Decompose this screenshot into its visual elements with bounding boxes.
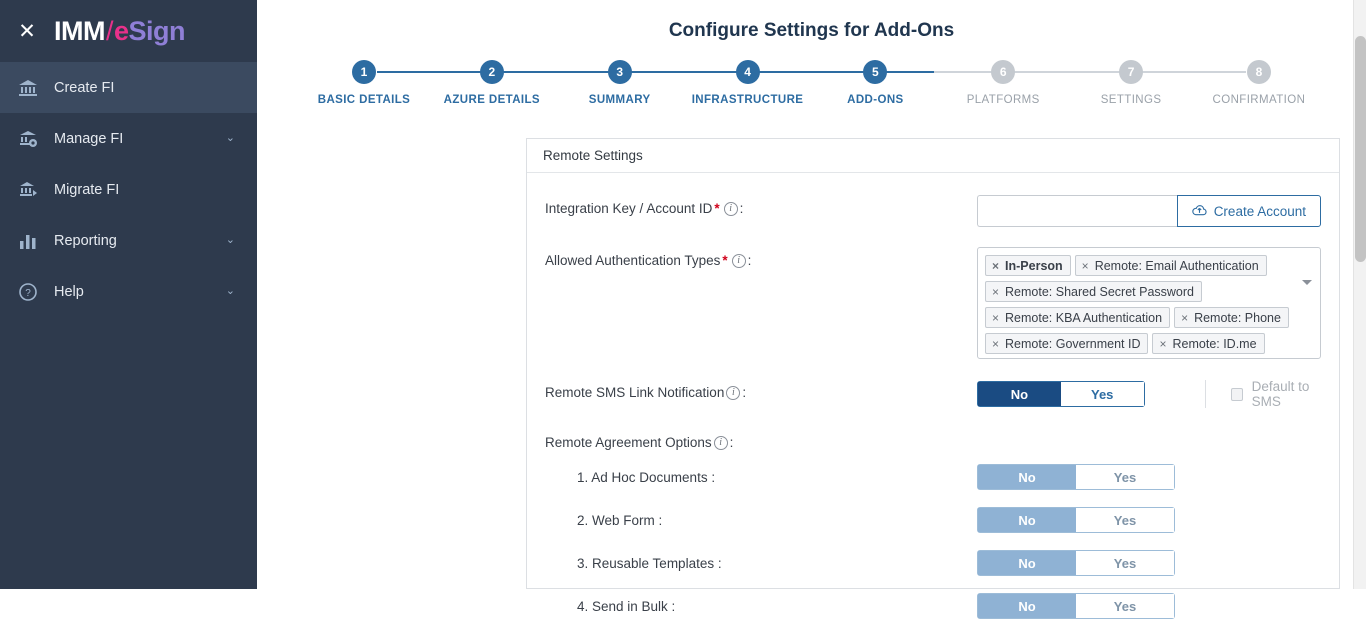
- label-colon: :: [747, 253, 752, 268]
- step-label: SUMMARY: [588, 94, 651, 106]
- sidebar-item-label: Reporting: [54, 232, 117, 249]
- step-summary[interactable]: [557, 60, 683, 106]
- page-scrollbar-track[interactable]: [1353, 0, 1366, 589]
- chevron-down-icon: ⌄: [225, 234, 235, 246]
- cloud-upload-icon: [1192, 204, 1207, 219]
- step-settings[interactable]: [1068, 60, 1194, 106]
- toggle-option-yes[interactable]: Yes: [1076, 594, 1174, 618]
- web-form-toggle[interactable]: [977, 507, 1175, 533]
- logo-imm: IMM: [54, 15, 105, 46]
- chip-label: Remote: KBA Authentication: [1005, 310, 1163, 325]
- bank-transfer-icon: [18, 181, 46, 199]
- auth-types-multiselect[interactable]: [977, 247, 1321, 359]
- wizard-stepper: [301, 60, 1322, 120]
- vertical-divider: [1205, 380, 1206, 408]
- chip-label: Remote: Email Authentication: [1094, 258, 1259, 273]
- chip-in-person: [985, 255, 1071, 276]
- chip-id-me: [1152, 333, 1264, 354]
- sidebar-item-help[interactable]: [0, 266, 257, 317]
- step-basic-details[interactable]: [301, 60, 427, 106]
- step-number: 1: [352, 60, 376, 84]
- ad-hoc-documents-label: 1. Ad Hoc Documents :: [577, 470, 716, 486]
- step-add-ons[interactable]: [812, 60, 938, 106]
- remote-settings-panel: [526, 138, 1340, 615]
- send-in-bulk-toggle[interactable]: [977, 593, 1175, 619]
- step-label: SETTINGS: [1100, 94, 1162, 106]
- step-label: INFRASTRUCTURE: [691, 94, 804, 106]
- chip-label: Remote: ID.me: [1172, 336, 1257, 351]
- default-to-sms-group: [1231, 379, 1326, 409]
- step-label: ADD-ONS: [847, 94, 904, 106]
- reusable-templates-label: 3. Reusable Templates :: [577, 556, 722, 572]
- toggle-option-yes[interactable]: Yes: [1061, 382, 1144, 406]
- send-in-bulk-label: 4. Send in Bulk :: [577, 599, 676, 615]
- info-icon[interactable]: i: [724, 202, 738, 216]
- required-marker: *: [714, 201, 720, 216]
- page-title: Configure Settings for Add-Ons: [668, 20, 955, 41]
- sidebar-item-create-fi[interactable]: [0, 62, 257, 113]
- auth-types-label: [545, 247, 977, 268]
- step-number: 7: [1119, 60, 1143, 84]
- chip-remove-icon[interactable]: ×: [992, 336, 1000, 351]
- chevron-down-icon[interactable]: [1302, 280, 1312, 285]
- integration-key-input[interactable]: [977, 195, 1177, 227]
- step-number: 2: [480, 60, 504, 84]
- chip-label: In-Person: [1005, 258, 1063, 273]
- label-colon: :: [739, 201, 744, 216]
- chip-remove-icon[interactable]: ×: [992, 310, 1000, 325]
- svg-text:?: ?: [25, 287, 31, 299]
- default-to-sms-label: Default to SMS: [1251, 379, 1310, 409]
- chip-remove-icon[interactable]: ×: [992, 284, 1000, 299]
- ad-hoc-documents-toggle[interactable]: [977, 464, 1175, 490]
- chip-label: Remote: Government ID: [1005, 336, 1141, 351]
- sidebar-item-reporting[interactable]: [0, 215, 257, 266]
- chip-label: Remote: Shared Secret Password: [1005, 284, 1194, 299]
- logo-sign: Sign: [128, 15, 186, 46]
- label-colon: :: [742, 385, 747, 400]
- create-account-button[interactable]: [1177, 195, 1321, 227]
- sidebar-item-label: Help: [54, 283, 84, 300]
- auth-types-row: [545, 247, 1321, 359]
- chevron-down-icon: ⌄: [225, 132, 235, 144]
- chip-label: Remote: Phone: [1194, 310, 1281, 325]
- chip-remove-icon[interactable]: ×: [1081, 258, 1089, 273]
- main-content: [257, 0, 1366, 615]
- sms-link-toggle[interactable]: [977, 381, 1145, 407]
- bank-icon: [18, 79, 46, 97]
- chip-shared-secret: [985, 281, 1202, 302]
- agreement-options-label-text: Remote Agreement Options: [545, 435, 712, 450]
- label-colon: :: [729, 435, 734, 450]
- sidebar-item-label: Migrate FI: [54, 181, 120, 198]
- web-form-row: [545, 507, 1321, 533]
- app-logo: [54, 16, 185, 47]
- step-label: PLATFORMS: [966, 94, 1040, 106]
- step-number: 4: [736, 60, 760, 84]
- step-infrastructure[interactable]: [685, 60, 811, 106]
- sidebar-header: [0, 0, 257, 62]
- toggle-option-yes[interactable]: Yes: [1076, 551, 1174, 575]
- toggle-option-no[interactable]: No: [978, 594, 1076, 618]
- sms-link-label: [545, 379, 977, 400]
- panel-header: [527, 139, 1339, 173]
- close-icon[interactable]: ✕: [18, 19, 36, 43]
- step-label: AZURE DETAILS: [443, 94, 541, 106]
- integration-key-group: [977, 195, 1321, 227]
- required-marker: *: [722, 253, 728, 268]
- panel-body: [527, 173, 1339, 619]
- toggle-option-no[interactable]: No: [978, 508, 1076, 532]
- settings-user-icon: [18, 130, 46, 148]
- agreement-options-label: [545, 429, 977, 450]
- step-platforms[interactable]: [940, 60, 1066, 106]
- chip-email-auth: [1075, 255, 1267, 276]
- integration-key-row: [545, 195, 1321, 227]
- toggle-option-no[interactable]: No: [978, 465, 1076, 489]
- default-to-sms-checkbox[interactable]: [1231, 388, 1242, 401]
- info-icon[interactable]: i: [726, 386, 740, 400]
- ad-hoc-documents-row: [545, 464, 1321, 490]
- chip-phone: [1174, 307, 1289, 328]
- step-confirmation[interactable]: [1196, 60, 1322, 106]
- logo-e: e: [114, 15, 129, 46]
- bar-chart-icon: [18, 232, 46, 250]
- step-number: 3: [608, 60, 632, 84]
- web-form-label: 2. Web Form :: [577, 513, 663, 529]
- sms-link-controls: [977, 379, 1327, 409]
- integration-key-label: [545, 195, 977, 216]
- toggle-option-no[interactable]: No: [978, 551, 1076, 575]
- info-icon[interactable]: i: [714, 436, 728, 450]
- sidebar-item-migrate-fi[interactable]: [0, 164, 257, 215]
- sidebar-item-manage-fi[interactable]: [0, 113, 257, 164]
- logo-slash: /: [105, 15, 113, 46]
- step-number: 6: [991, 60, 1015, 84]
- sidebar-item-label: Create FI: [54, 79, 115, 96]
- step-number: 8: [1247, 60, 1271, 84]
- auth-types-label-text: Allowed Authentication Types: [545, 253, 721, 268]
- step-azure-details[interactable]: [429, 60, 555, 106]
- sidebar: [0, 0, 257, 589]
- chevron-down-icon: ⌄: [225, 285, 235, 297]
- chip-remove-icon[interactable]: ×: [1181, 310, 1189, 325]
- sms-link-label-text: Remote SMS Link Notification: [545, 385, 725, 400]
- reusable-templates-toggle[interactable]: [977, 550, 1175, 576]
- toggle-option-no[interactable]: No: [978, 382, 1061, 406]
- agreement-options-row: [545, 429, 1321, 450]
- step-label: BASIC DETAILS: [317, 94, 411, 106]
- toggle-option-yes[interactable]: Yes: [1076, 508, 1174, 532]
- integration-key-label-text: Integration Key / Account ID: [545, 201, 713, 216]
- info-icon[interactable]: i: [732, 254, 746, 268]
- create-account-label: Create Account: [1213, 203, 1306, 219]
- chip-kba-auth: [985, 307, 1170, 328]
- chip-remove-icon[interactable]: ×: [992, 258, 1000, 273]
- toggle-option-yes[interactable]: Yes: [1076, 465, 1174, 489]
- step-label: CONFIRMATION: [1212, 94, 1306, 106]
- page-scrollbar-thumb[interactable]: [1355, 36, 1366, 262]
- sms-link-row: [545, 379, 1321, 409]
- reusable-templates-row: [545, 550, 1321, 576]
- send-in-bulk-row: [545, 593, 1321, 619]
- sidebar-item-label: Manage FI: [54, 130, 124, 147]
- step-number: 5: [863, 60, 887, 84]
- chip-government-id: [985, 333, 1148, 354]
- panel-title: Remote Settings: [543, 148, 643, 163]
- chip-remove-icon[interactable]: ×: [1159, 336, 1167, 351]
- question-circle-icon: [18, 283, 46, 301]
